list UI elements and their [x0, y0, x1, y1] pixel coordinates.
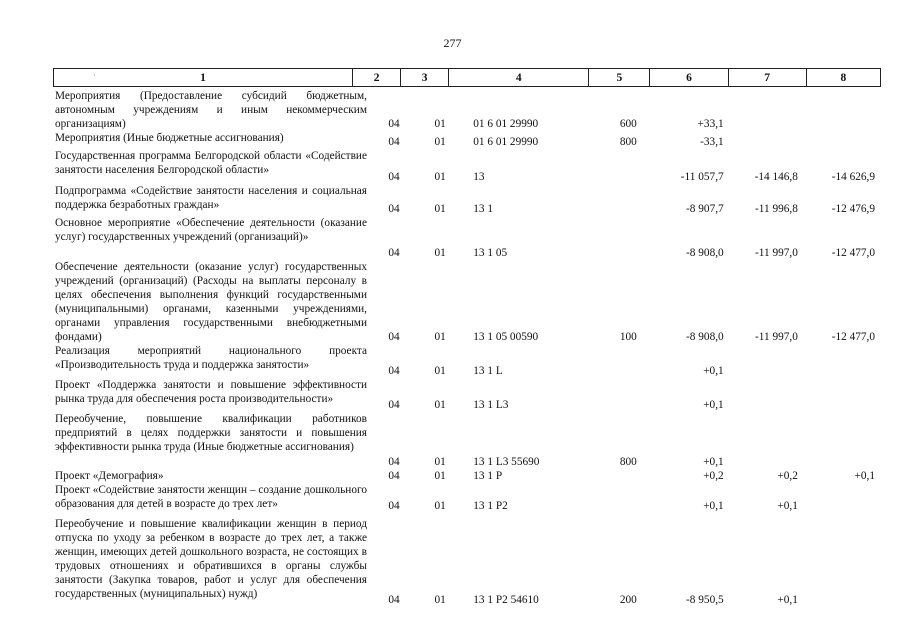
cell-section: 04	[388, 594, 400, 606]
cell-expense-type: 200	[619, 594, 637, 606]
row-name: Подпрограмма «Содействие занятости населения и социальная поддержка безработных граждан»	[55, 185, 367, 211]
cell-subsection: 01	[434, 500, 446, 512]
cell-section: 04	[388, 399, 400, 411]
cell-sum-year-3: -14 626,9	[831, 171, 875, 183]
cell-subsection: 01	[434, 171, 446, 183]
row-name: Переобучение и повышение квалификации женщин в период отпуска по уходу за ребенком в возрасте до трех лет, а также женщин, имеющих детей дошкольного возраста, не состоящих в трудовых отношениях и обратившихся в органы службы занятости (Закупка товаров, работ и услуг для обеспечения государственных (муниципальных) нужд)	[55, 518, 367, 600]
cell-sum-year-2: +0,2	[777, 470, 798, 482]
cell-target-item: 13 1 P2 54610	[473, 594, 539, 606]
table-row	[53, 378, 881, 412]
cell-expense-type	[599, 364, 658, 378]
cell-subsection: 01	[434, 331, 446, 343]
column-header-2: 2	[353, 69, 401, 86]
cell-sum-year-1: +0,1	[703, 500, 724, 512]
cell-section: 04	[388, 247, 400, 259]
cell-subsection: 01	[434, 136, 446, 148]
cell-sum-year-1: -11 057,7	[680, 171, 724, 183]
row-name: Проект «Содействие занятости женщин – создание дошкольного образования для детей в возрасте до трех лет»	[55, 484, 367, 510]
cell-expense-type	[599, 469, 658, 483]
row-name: Государственная программа Белгородской области «Содействие занятости населения Белгородской области»	[55, 150, 367, 176]
cell-target-item: 13	[473, 171, 485, 183]
cell-target-item: 13 1 P2	[473, 500, 508, 512]
cell-expense-type: 800	[619, 456, 637, 468]
cell-sum-year-1: -33,1	[700, 136, 724, 148]
cell-target-item: 13 1 05	[473, 247, 508, 259]
cell-target-item: 01 6 01 29990	[473, 118, 539, 130]
cell-sum-year-2: -11 997,0	[755, 331, 798, 343]
cell-target-item: 01 6 01 29990	[473, 136, 539, 148]
cell-section: 04	[388, 118, 400, 130]
cell-sum-year-1: -8 907,7	[686, 203, 724, 215]
cell-sum-year-1: +0,1	[703, 399, 724, 411]
cell-subsection: 01	[434, 594, 446, 606]
row-name: Основное мероприятие «Обеспечение деятельности (оказание услуг) государственных учреждений (организаций)»	[55, 217, 367, 243]
cell-expense-type: 600	[619, 118, 637, 130]
cell-subsection: 01	[434, 399, 446, 411]
cell-sum-year-3: -12 477,0	[831, 247, 875, 259]
scan-tick-mark: ·	[93, 71, 96, 80]
table-body	[53, 89, 881, 607]
cell-subsection: 01	[434, 247, 446, 259]
cell-subsection: 01	[434, 456, 446, 468]
table-row	[53, 469, 881, 483]
cell-subsection: 01	[434, 203, 446, 215]
cell-target-item: 13 1 P	[473, 470, 503, 482]
cell-target-item: 13 1	[473, 203, 493, 215]
cell-sum-year-3	[810, 455, 881, 469]
cell-sum-year-2: -14 146,8	[754, 171, 798, 183]
row-name: Мероприятия (Иные бюджетные ассигнования)	[55, 132, 284, 144]
cell-sum-year-1: -8 908,0	[686, 331, 724, 343]
page-number: 277	[443, 36, 462, 50]
cell-expense-type	[599, 246, 658, 260]
cell-target-item: 13 1 L3 55690	[473, 456, 540, 468]
table-row	[53, 216, 881, 260]
cell-expense-type: 100	[619, 331, 637, 343]
cell-sum-year-3	[810, 117, 881, 131]
table-row	[53, 517, 881, 607]
cell-sum-year-2	[734, 455, 810, 469]
cell-section: 04	[388, 365, 400, 377]
column-header-4: 4	[449, 69, 589, 86]
cell-target-item: 13 1 L3	[473, 399, 509, 411]
cell-sum-year-1: -8 908,0	[686, 247, 724, 259]
cell-section: 04	[388, 136, 400, 148]
cell-sum-year-3: +0,1	[854, 470, 875, 482]
cell-sum-year-2: -11 997,0	[755, 247, 798, 259]
cell-sum-year-2	[734, 117, 810, 131]
cell-target-item: 13 1 05 00590	[473, 331, 539, 343]
cell-sum-year-1: +0,2	[703, 470, 724, 482]
cell-sum-year-1: +0,1	[703, 365, 724, 377]
cell-sum-year-2	[734, 398, 810, 412]
table-row	[53, 149, 881, 184]
table-row	[53, 260, 881, 344]
row-name: Переобучение, повышение квалификации работников предприятий в целях поддержки занятости и повышения эффективности рынка труда (Иные бюджетные ассигнования)	[55, 413, 367, 453]
cell-sum-year-2	[734, 135, 810, 149]
cell-sum-year-3	[810, 364, 881, 378]
cell-expense-type	[599, 170, 658, 184]
cell-subsection: 01	[434, 118, 446, 130]
cell-sum-year-2: -11 996,8	[755, 203, 798, 215]
cell-sum-year-1: +33,1	[697, 118, 724, 130]
cell-sum-year-2: +0,1	[777, 594, 798, 606]
cell-sum-year-1: +0,1	[703, 456, 724, 468]
column-header-6: 6	[650, 69, 728, 86]
cell-sum-year-3	[810, 593, 881, 607]
row-name: Проект «Демография»	[55, 470, 164, 482]
cell-section: 04	[388, 171, 400, 183]
cell-section: 04	[388, 500, 400, 512]
cell-sum-year-3: -12 476,9	[831, 203, 875, 215]
table-header-row	[53, 68, 881, 87]
cell-expense-type	[599, 499, 658, 513]
cell-section: 04	[388, 456, 400, 468]
cell-section: 04	[388, 331, 400, 343]
cell-sum-year-2: +0,1	[777, 500, 798, 512]
column-header-8: 8	[840, 71, 847, 84]
cell-section: 04	[388, 203, 400, 215]
cell-subsection: 01	[434, 470, 446, 482]
cell-sum-year-3	[810, 499, 881, 513]
cell-section: 04	[388, 470, 400, 482]
column-header-7: 7	[729, 69, 807, 86]
column-header-5: 5	[589, 69, 650, 86]
cell-target-item: 13 1 L	[473, 365, 503, 377]
table-row	[53, 344, 881, 378]
table-row	[53, 483, 881, 513]
cell-expense-type	[599, 398, 658, 412]
column-header-1: 1	[54, 69, 353, 86]
cell-expense-type: 800	[619, 136, 637, 148]
cell-sum-year-1: -8 950,5	[686, 594, 724, 606]
cell-sum-year-3	[810, 135, 881, 149]
table-row	[53, 184, 881, 216]
table-row	[53, 412, 881, 469]
row-name: Мероприятия (Предоставление субсидий бюджетным, автономным учреждениям и иным некоммерческим организациям)	[55, 90, 367, 130]
row-name: Проект «Поддержка занятости и повышение эффективности рынка труда для обеспечения роста производительности»	[55, 379, 367, 405]
cell-sum-year-3	[810, 398, 881, 412]
table-row	[53, 131, 881, 149]
cell-subsection: 01	[434, 365, 446, 377]
table-row	[53, 89, 881, 131]
column-header-3: 3	[401, 69, 449, 86]
cell-sum-year-3: -12 477,0	[831, 331, 875, 343]
row-name: Обеспечение деятельности (оказание услуг) государственных учреждений (организаций) (Расходы на выплаты персоналу в целях обеспечения выполнения функций государственными (муниципальными) органами, казенными учреждениями, органами управления государственными внебюджетными фондами)	[55, 261, 367, 343]
cell-expense-type	[599, 202, 658, 216]
row-name: Реализация мероприятий национального проекта «Производительность труда и поддержка занятости»	[55, 345, 367, 371]
cell-sum-year-2	[734, 364, 810, 378]
